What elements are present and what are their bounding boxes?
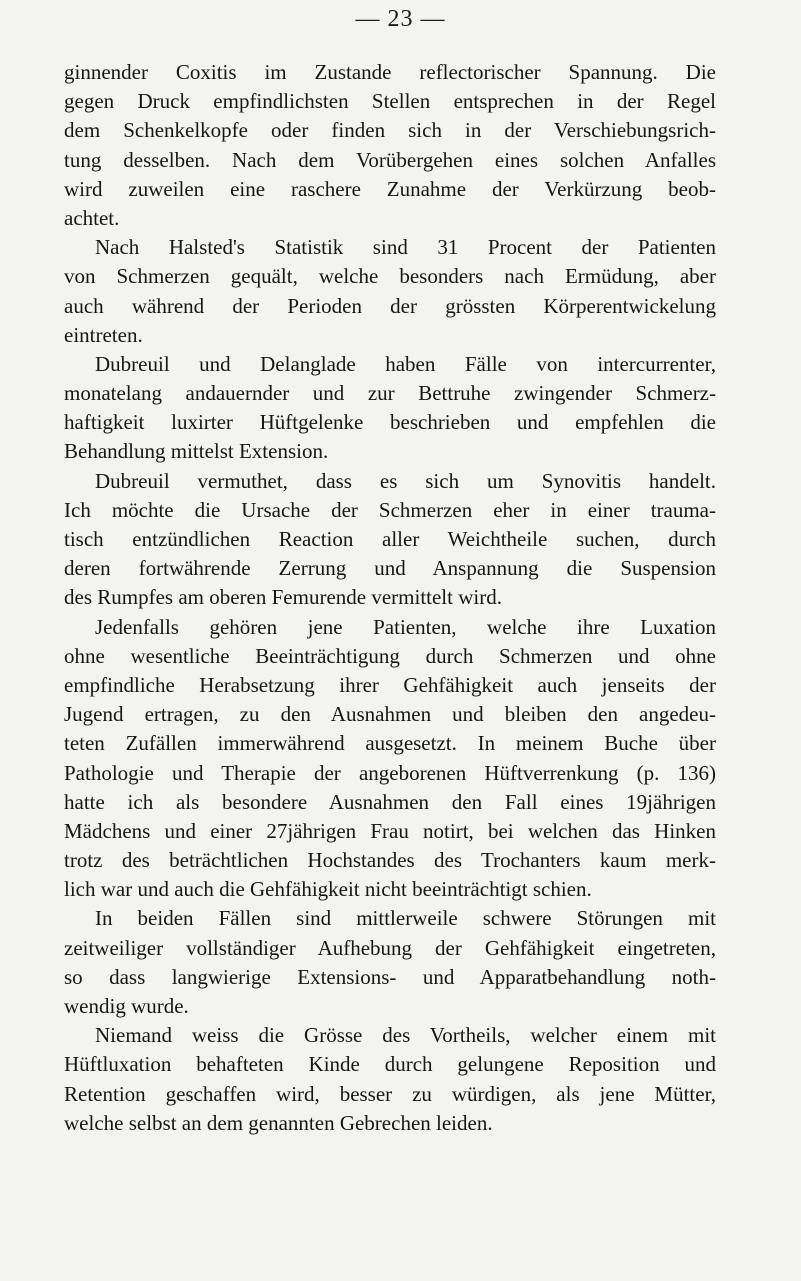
text-line: tung desselben. Nach dem Vorübergehen eines solchen Anfalles <box>64 147 716 172</box>
text-line: deren fortwährende Zerrung und Anspannung die Suspension <box>64 556 716 581</box>
text-line: Retention geschaffen wird, besser zu würdigen, als jene Mütter, <box>64 1081 716 1106</box>
text-line: Nach Halsted's Statistik sind 31 Procent der Patienten <box>95 235 716 260</box>
text-line: ohne wesentliche Beeinträchtigung durch Schmerzen und ohne <box>64 643 716 668</box>
text-line: Mädchens und einer 27jährigen Frau notirt, bei welchen das Hinken <box>64 818 716 843</box>
text-line: dem Schenkelkopfe oder finden sich in der Verschiebungsrich- <box>64 118 716 143</box>
text-line: Pathologie und Therapie der angeborenen Hüftverrenkung (p. 136) <box>64 760 716 785</box>
paragraph <box>64 58 716 233</box>
text-line: von Schmerzen gequält, welche besonders nach Ermüdung, aber <box>64 264 716 289</box>
text-line: des Rumpfes am oberen Femurende vermittelt wird. <box>64 585 502 610</box>
page-number: — 23 — <box>355 6 446 32</box>
text-line: Niemand weiss die Grösse des Vortheils, welcher einem mit <box>95 1023 716 1048</box>
text-line: wendig wurde. <box>64 994 189 1018</box>
text-line: so dass langwierige Extensions- und Apparatbehandlung noth- <box>64 964 716 989</box>
text-line: eintreten. <box>64 322 143 347</box>
text-line: empfindliche Herabsetzung ihrer Gehfähigkeit auch jenseits der <box>64 672 716 697</box>
text-line: Dubreuil vermuthet, dass es sich um Synovitis handelt. <box>95 468 716 493</box>
paragraph <box>64 1021 716 1138</box>
text-line: Dubreuil und Delanglade haben Fälle von intercurrenter, <box>95 351 716 376</box>
text-line: Hüftluxation behafteten Kinde durch gelungene Reposition und <box>64 1052 716 1077</box>
paragraph <box>64 233 716 350</box>
text-line: Ich möchte die Ursache der Schmerzen eher in einer trauma- <box>64 497 716 522</box>
text-line: welche selbst an dem genannten Gebrechen leiden. <box>64 1110 493 1135</box>
paragraph <box>64 613 716 905</box>
text-line: lich war und auch die Gehfähigkeit nicht beeinträchtigt schien. <box>64 877 592 902</box>
text-line: ginnender Coxitis im Zustande reflectorischer Spannung. Die <box>64 60 716 84</box>
text-line: In beiden Fällen sind mittlerweile schwere Störungen mit <box>95 906 716 931</box>
text-line: Jedenfalls gehören jene Patienten, welche ihre Luxation <box>95 614 716 639</box>
text-line: hatte ich als besondere Ausnahmen den Fall eines 19jährigen <box>64 789 716 814</box>
text-line: teten Zufällen immerwährend ausgesetzt. In meinem Buche über <box>64 731 716 756</box>
text-line: Jugend ertragen, zu den Ausnahmen und bleiben den angedeu- <box>64 702 716 727</box>
paragraph <box>64 350 716 467</box>
text-line: gegen Druck empfindlichsten Stellen entsprechen in der Regel <box>64 89 716 114</box>
text-line: haftigkeit luxirter Hüftgelenke beschrieben und empfehlen die <box>64 410 716 435</box>
text-line: trotz des beträchtlichen Hochstandes des Trochanters kaum merk- <box>64 848 716 873</box>
text-line: zeitweiliger vollständiger Aufhebung der Gehfähigkeit eingetreten, <box>64 935 716 960</box>
text-line: wird zuweilen eine raschere Zunahme der Verkürzung beob- <box>64 176 716 201</box>
text-line: auch während der Perioden der grössten Körperentwickelung <box>64 293 716 318</box>
text-line: monatelang andauernder und zur Bettruhe zwingender Schmerz- <box>64 381 716 406</box>
text-line: tisch entzündlichen Reaction aller Weichtheile suchen, durch <box>64 527 716 551</box>
paragraph <box>64 904 716 1021</box>
body-text <box>64 58 716 1138</box>
text-line: Behandlung mittelst Extension. <box>64 439 329 464</box>
paragraph <box>64 467 716 613</box>
text-line: achtet. <box>64 205 120 230</box>
